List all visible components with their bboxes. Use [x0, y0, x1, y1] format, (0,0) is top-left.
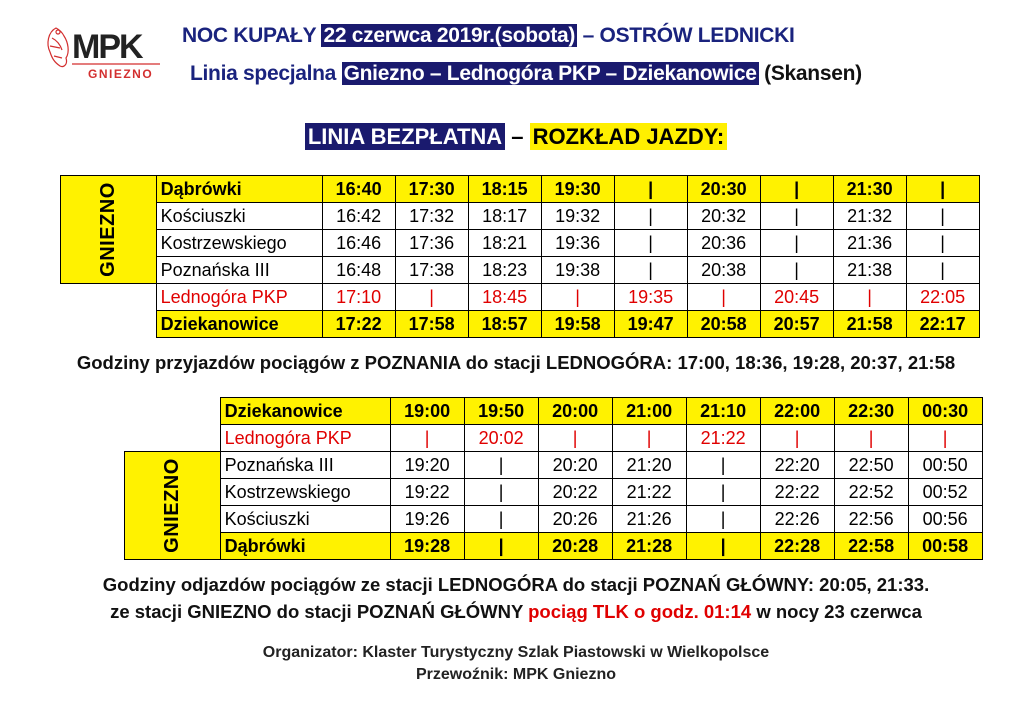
header-route: Gniezno – Lednogóra PKP – Dziekanowice — [343, 62, 757, 85]
time-cell: 19:26 — [390, 506, 464, 533]
time-cell: 00:52 — [908, 479, 982, 506]
time-cell: 19:00 — [390, 398, 464, 425]
time-cell: 18:17 — [468, 203, 541, 230]
time-cell: 20:28 — [538, 533, 612, 560]
time-cell: 20:57 — [760, 311, 833, 338]
time-cell: 19:28 — [390, 533, 464, 560]
time-cell: 18:23 — [468, 257, 541, 284]
time-cell: 20:20 — [538, 452, 612, 479]
table-row — [125, 479, 983, 506]
header-skansen: (Skansen) — [764, 62, 862, 85]
organizer-text: Organizator: Klaster Turystyczny Szlak Piastowski w Wielkopolsce — [262, 644, 770, 661]
time-cell: | — [906, 257, 979, 284]
time-cell: 00:50 — [908, 452, 982, 479]
title-dash: – — [511, 124, 524, 149]
blank-cell — [125, 425, 221, 452]
time-cell: | — [906, 230, 979, 257]
time-cell: 21:26 — [612, 506, 686, 533]
time-cell: 21:58 — [833, 311, 906, 338]
time-cell: 22:17 — [906, 311, 979, 338]
time-cell: 22:22 — [760, 479, 834, 506]
note-tlk — [0, 601, 1032, 623]
header-date: 22 czerwca 2019r.(sobota) — [323, 24, 576, 47]
side-label-text: GNIEZNO — [96, 182, 119, 277]
svg-text:MPK: MPK — [72, 28, 142, 66]
time-cell: 21:28 — [612, 533, 686, 560]
free-line-label: LINIA BEZPŁATNA — [305, 123, 505, 150]
stop-name: Kościuszki — [220, 506, 390, 533]
time-cell: | — [614, 176, 687, 203]
time-cell: | — [834, 425, 908, 452]
note-departures: Godziny odjazdów pociągów ze stacji LEDNOGÓRA do stacji POZNAŃ GŁÓWNY: 20:05, 21:33. — [102, 574, 930, 595]
time-cell: 16:48 — [322, 257, 395, 284]
header-line-1 — [182, 24, 795, 48]
time-cell: 21:38 — [833, 257, 906, 284]
time-cell: 00:30 — [908, 398, 982, 425]
table-row — [125, 533, 983, 560]
header-line-2 — [190, 62, 862, 86]
time-cell: 19:30 — [541, 176, 614, 203]
stop-name: Dąbrówki — [156, 176, 322, 203]
time-cell: | — [906, 176, 979, 203]
table-row — [61, 311, 980, 338]
timetable-outbound — [60, 175, 980, 338]
stop-name: Kostrzewskiego — [156, 230, 322, 257]
time-cell: | — [614, 257, 687, 284]
time-cell: 22:56 — [834, 506, 908, 533]
time-cell: 17:10 — [322, 284, 395, 311]
time-cell: | — [686, 533, 760, 560]
time-cell: | — [760, 203, 833, 230]
time-cell: 17:32 — [395, 203, 468, 230]
time-cell: 20:00 — [538, 398, 612, 425]
time-cell: 21:22 — [686, 425, 760, 452]
time-cell: 00:56 — [908, 506, 982, 533]
time-cell: | — [686, 452, 760, 479]
stop-name: Lednogóra PKP — [156, 284, 322, 311]
time-cell: 19:47 — [614, 311, 687, 338]
time-cell: 18:45 — [468, 284, 541, 311]
time-cell: 19:58 — [541, 311, 614, 338]
time-cell: 19:20 — [390, 452, 464, 479]
time-cell: 20:22 — [538, 479, 612, 506]
time-cell: 17:30 — [395, 176, 468, 203]
time-cell: 19:36 — [541, 230, 614, 257]
stop-name: Lednogóra PKP — [220, 425, 390, 452]
stop-name: Dąbrówki — [220, 533, 390, 560]
time-cell: 20:02 — [464, 425, 538, 452]
table-row — [125, 398, 983, 425]
table-row — [125, 425, 983, 452]
time-cell: 20:38 — [687, 257, 760, 284]
time-cell: 20:36 — [687, 230, 760, 257]
table-row — [61, 176, 980, 203]
note-tlk-train: pociąg TLK o godz. 01:14 — [528, 601, 752, 622]
stop-name: Dziekanowice — [220, 398, 390, 425]
side-label-gniezno — [125, 452, 221, 560]
schedule-label: ROZKŁAD JAZDY: — [530, 123, 727, 150]
time-cell: | — [833, 284, 906, 311]
time-cell: 22:58 — [834, 533, 908, 560]
time-cell: | — [687, 284, 760, 311]
time-cell: | — [760, 176, 833, 203]
time-cell: 21:10 — [686, 398, 760, 425]
carrier-text: Przewoźnik: MPK Gniezno — [415, 666, 616, 683]
time-cell: 21:20 — [612, 452, 686, 479]
mpk-gniezno-logo — [42, 22, 164, 86]
time-cell: 16:46 — [322, 230, 395, 257]
time-cell: | — [464, 506, 538, 533]
time-cell: 17:58 — [395, 311, 468, 338]
time-cell: 19:32 — [541, 203, 614, 230]
table-row — [61, 257, 980, 284]
time-cell: 21:36 — [833, 230, 906, 257]
timetable-return — [124, 397, 983, 560]
time-cell: 17:36 — [395, 230, 468, 257]
svg-text:GNIEZNO: GNIEZNO — [88, 67, 154, 81]
table-row — [61, 203, 980, 230]
time-cell: | — [612, 425, 686, 452]
time-cell: | — [395, 284, 468, 311]
time-cell: 22:26 — [760, 506, 834, 533]
time-cell: 19:50 — [464, 398, 538, 425]
time-cell: | — [686, 479, 760, 506]
note-tlk-c: w nocy 23 czerwca — [756, 601, 922, 622]
table-row — [125, 452, 983, 479]
time-cell: 21:00 — [612, 398, 686, 425]
time-cell: 18:57 — [468, 311, 541, 338]
time-cell: 20:58 — [687, 311, 760, 338]
time-cell: 19:22 — [390, 479, 464, 506]
header-line-label: Linia specjalna — [190, 62, 337, 85]
time-cell: 22:52 — [834, 479, 908, 506]
time-cell: 16:40 — [322, 176, 395, 203]
time-cell: 20:32 — [687, 203, 760, 230]
time-cell: 21:30 — [833, 176, 906, 203]
blank-cell — [125, 398, 221, 425]
time-cell: 17:38 — [395, 257, 468, 284]
time-cell: | — [906, 203, 979, 230]
time-cell: | — [908, 425, 982, 452]
stop-name: Dziekanowice — [156, 311, 322, 338]
table-row — [61, 230, 980, 257]
stop-name: Kostrzewskiego — [220, 479, 390, 506]
time-cell: 22:20 — [760, 452, 834, 479]
blank-cell — [61, 311, 157, 338]
time-cell: | — [760, 230, 833, 257]
time-cell: 16:42 — [322, 203, 395, 230]
note-tlk-a: ze stacji GNIEZNO do stacji POZNAŃ GŁÓWNY — [110, 601, 523, 622]
table-row — [125, 506, 983, 533]
time-cell: | — [614, 230, 687, 257]
time-cell: | — [760, 425, 834, 452]
note-arrivals: Godziny przyjazdów pociągów z POZNANIA do stacji LEDNOGÓRA: 17:00, 18:36, 19:28, 20:37, 21:58 — [76, 352, 956, 373]
stop-name: Poznańska III — [156, 257, 322, 284]
time-cell: | — [464, 533, 538, 560]
table-row — [61, 284, 980, 311]
time-cell: | — [538, 425, 612, 452]
time-cell: 18:21 — [468, 230, 541, 257]
time-cell: 21:22 — [612, 479, 686, 506]
time-cell: 20:26 — [538, 506, 612, 533]
time-cell: 21:32 — [833, 203, 906, 230]
time-cell: 20:45 — [760, 284, 833, 311]
time-cell: 17:22 — [322, 311, 395, 338]
time-cell: 18:15 — [468, 176, 541, 203]
time-cell: | — [760, 257, 833, 284]
time-cell: 22:05 — [906, 284, 979, 311]
blank-cell — [61, 284, 157, 311]
time-cell: 22:50 — [834, 452, 908, 479]
time-cell: | — [464, 479, 538, 506]
time-cell: | — [390, 425, 464, 452]
time-cell: 19:38 — [541, 257, 614, 284]
time-cell: | — [464, 452, 538, 479]
time-cell: | — [614, 203, 687, 230]
time-cell: | — [541, 284, 614, 311]
time-cell: 22:00 — [760, 398, 834, 425]
side-label-gniezno — [61, 176, 157, 284]
header-place: – OSTRÓW LEDNICKI — [582, 24, 795, 47]
header-event: NOC KUPAŁY — [182, 24, 316, 47]
stop-name: Poznańska III — [220, 452, 390, 479]
schedule-title — [0, 124, 1032, 150]
time-cell: 22:30 — [834, 398, 908, 425]
time-cell: 22:28 — [760, 533, 834, 560]
time-cell: 20:30 — [687, 176, 760, 203]
side-label-text: GNIEZNO — [160, 458, 183, 553]
stop-name: Kościuszki — [156, 203, 322, 230]
time-cell: | — [686, 506, 760, 533]
time-cell: 00:58 — [908, 533, 982, 560]
time-cell: 19:35 — [614, 284, 687, 311]
